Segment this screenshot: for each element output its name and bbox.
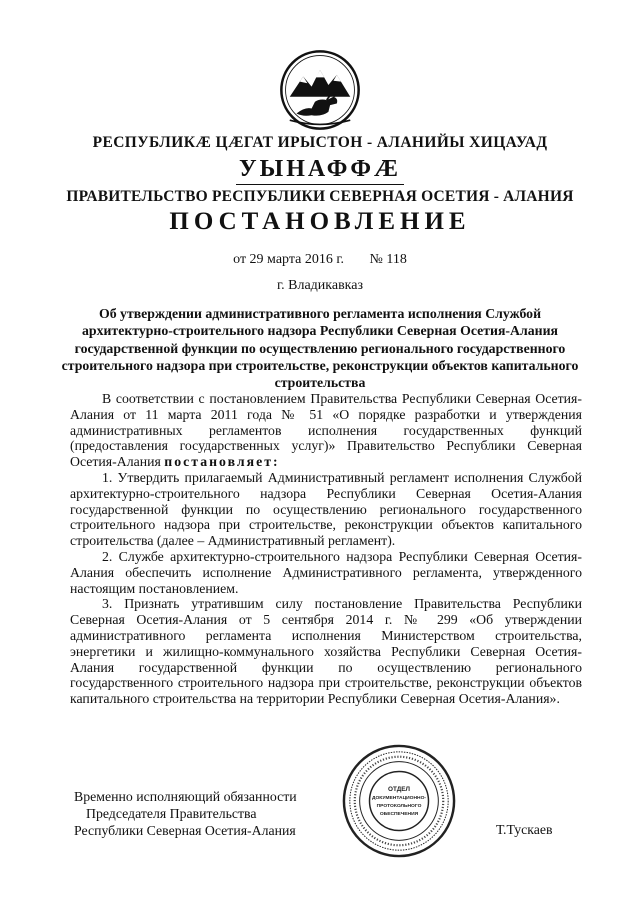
preamble-text: В соответствии с постановлением Правительства Республики Северная Осетия-Алания от 11 марта 2011 года № 51 «О порядке разработки и утверждения административных регламентов исполнения государственных функций (предоставления государственных услуг)» Правительство Республики Северная Осетия-Алания: [70, 391, 582, 470]
seal-line-3: ПРОТОКОЛЬНОГО: [376, 803, 422, 809]
item-3: 3. Признать утратившим силу постановление Правительства Республики Северная Осетия-Алания от 5 сентября 2014 г. № 299 «Об утверждении административного регламента исполнения Министерством строительства, энергетики и жилищно-коммунального хозяйства Республики Северная Осетия-Алания государственной функции по осуществлению регионального государственного строительного надзора при строительстве, реконструкции объектов капитального строительства на территории Республики Северная Осетия-Алания».: [70, 596, 582, 707]
coat-of-arms-icon: [278, 48, 362, 132]
document-city: г. Владикавказ: [276, 278, 364, 293]
header-ossetian-decree: УЫНАФФÆ: [239, 156, 401, 182]
resolves-word: постановляет:: [164, 454, 280, 470]
signer-name: Т.Тускаев: [496, 822, 553, 837]
date-number-line: [0, 252, 640, 268]
document-type: ПОСТАНОВЛЕНИЕ: [169, 208, 471, 235]
item-2: 2. Службе архитектурно-строительного надзора Республики Северная Осетия-Алания обеспечить исполнение Административного регламента, утвержденного настоящим постановлением.: [70, 548, 582, 596]
signature-block: [74, 788, 297, 839]
seal-line-2: ДОКУМЕНТАЦИОННО-: [371, 796, 427, 802]
signature-line-2: Председателя Правительства: [86, 806, 257, 821]
document-number: № 118: [369, 252, 407, 267]
official-seal-icon: [340, 742, 458, 860]
header-government: ПРАВИТЕЛЬСТВО РЕСПУБЛИКИ СЕВЕРНАЯ ОСЕТИЯ - АЛАНИЯ: [66, 188, 574, 205]
signature-line-1: Временно исполняющий обязанности: [74, 789, 297, 804]
document-title: Об утверждении административного регламента исполнения Службой архитектурно-строительного надзора Республики Северная Осетия-Алания государственной функции по осуществлению регионального государственного строительного надзора при строительстве, реконструкции объектов капитального строительства: [61, 306, 579, 391]
header-ossetian-republic: РЕСПУБЛИКÆ ЦÆГАТ ИРЫСТОН - АЛАНИЙЫ ХИЦАУАД: [92, 134, 548, 151]
item-1: 1. Утвердить прилагаемый Административный регламент исполнения Службой архитектурно-строительного надзора Республики Северная Осетия-Алания государственной функции по осуществлению регионального государственного строительного надзора при строительстве, реконструкции объектов капитального строительства (далее – Административный регламент).: [70, 469, 582, 549]
seal-line-1: ОТДЕЛ: [388, 786, 410, 794]
preamble-paragraph: [70, 391, 582, 470]
header-divider: [236, 184, 404, 185]
document-body: [70, 391, 582, 707]
document-date: от 29 марта 2016 г.: [233, 252, 345, 267]
seal-line-4: ОБЕСПЕЧЕНИЯ: [379, 811, 419, 817]
signature-line-3: Республики Северная Осетия-Алания: [74, 823, 296, 838]
